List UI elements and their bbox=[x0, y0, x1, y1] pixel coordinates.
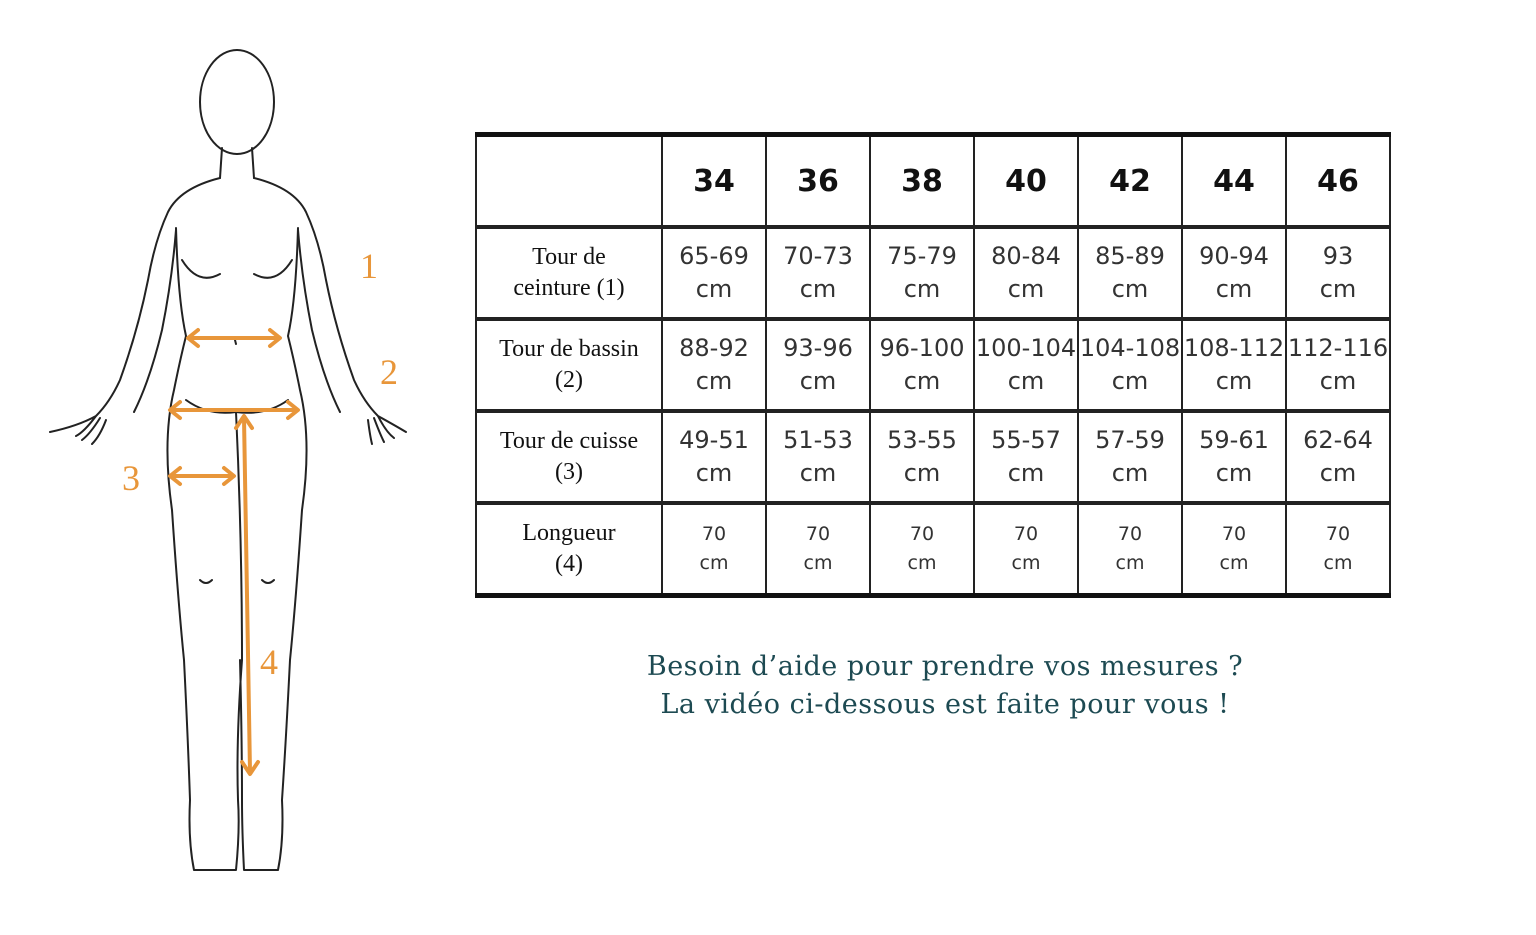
cell-unit: cm bbox=[1319, 367, 1357, 395]
cell-unit: cm bbox=[695, 275, 733, 303]
cell-value: 70 bbox=[805, 523, 831, 545]
cell-value: 70 bbox=[701, 523, 727, 545]
cell-unit: cm bbox=[1115, 552, 1145, 574]
cell-unit: cm bbox=[1007, 275, 1045, 303]
table-cell bbox=[1286, 411, 1390, 503]
cell-unit: cm bbox=[699, 552, 729, 574]
table-cell bbox=[1078, 319, 1182, 411]
table-cell bbox=[662, 411, 766, 503]
row-label-line: (2) bbox=[555, 367, 583, 393]
help-line-1: Besoin d’aide pour prendre vos mesures ? bbox=[646, 651, 1244, 682]
cell-unit: cm bbox=[1219, 552, 1249, 574]
cell-value: 70 bbox=[1325, 523, 1351, 545]
cell-unit: cm bbox=[1215, 459, 1253, 487]
measure-label-1: 1 bbox=[360, 246, 378, 286]
cell-value: 49-51 bbox=[679, 426, 749, 454]
cell-unit: cm bbox=[1215, 367, 1253, 395]
cell-unit: cm bbox=[903, 275, 941, 303]
row-label-line: Tour de bbox=[532, 244, 606, 270]
cell-unit: cm bbox=[695, 459, 733, 487]
table-cell bbox=[1286, 319, 1390, 411]
row-label-line: (3) bbox=[555, 459, 583, 485]
cell-unit: cm bbox=[907, 552, 937, 574]
cell-unit: cm bbox=[695, 367, 733, 395]
row-label-hip bbox=[476, 319, 662, 411]
table-cell bbox=[766, 319, 870, 411]
row-label-line: Longueur bbox=[522, 520, 616, 546]
cell-value: 70 bbox=[1013, 523, 1039, 545]
cell-unit: cm bbox=[799, 275, 837, 303]
table-cell bbox=[1286, 227, 1390, 319]
table-row bbox=[476, 503, 1390, 596]
cell-unit: cm bbox=[1111, 367, 1149, 395]
row-label-length bbox=[476, 503, 662, 596]
table-cell bbox=[1182, 411, 1286, 503]
row-label-line: Tour de cuisse bbox=[499, 428, 639, 454]
table-cell bbox=[870, 503, 974, 596]
row-label-line: ceinture (1) bbox=[513, 275, 625, 301]
size-chart-table bbox=[475, 132, 1391, 598]
head-outline bbox=[200, 50, 274, 154]
cell-unit: cm bbox=[1007, 367, 1045, 395]
table-cell bbox=[974, 227, 1078, 319]
size-header: 40 bbox=[974, 135, 1078, 228]
help-line-2: La vidéo ci-dessous est faite pour vous ! bbox=[660, 689, 1230, 720]
cell-value: 59-61 bbox=[1199, 426, 1269, 454]
table-cell bbox=[662, 503, 766, 596]
cell-value: 85-89 bbox=[1095, 242, 1165, 270]
body-figure-illustration bbox=[30, 40, 450, 890]
table-row bbox=[476, 319, 1390, 411]
cell-value: 93-96 bbox=[783, 334, 853, 362]
table-row bbox=[476, 411, 1390, 503]
cell-unit: cm bbox=[1011, 552, 1041, 574]
cell-unit: cm bbox=[903, 459, 941, 487]
cell-value: 108-112 bbox=[1183, 334, 1285, 362]
measure-label-4: 4 bbox=[260, 642, 278, 682]
cell-value: 55-57 bbox=[991, 426, 1061, 454]
table-header-row bbox=[476, 135, 1390, 228]
cell-value: 96-100 bbox=[879, 334, 965, 362]
row-label-waist bbox=[476, 227, 662, 319]
size-header: 44 bbox=[1182, 135, 1286, 228]
row-label-thigh bbox=[476, 411, 662, 503]
measure-label-2: 2 bbox=[380, 352, 398, 392]
cell-value: 104-108 bbox=[1079, 334, 1181, 362]
cell-unit: cm bbox=[1111, 275, 1149, 303]
cell-value: 75-79 bbox=[887, 242, 957, 270]
table-cell bbox=[870, 319, 974, 411]
cell-unit: cm bbox=[803, 552, 833, 574]
row-label-line: (4) bbox=[555, 551, 583, 577]
table-cell bbox=[766, 503, 870, 596]
cell-value: 51-53 bbox=[783, 426, 853, 454]
table-cell bbox=[1182, 503, 1286, 596]
table-cell bbox=[870, 411, 974, 503]
table-cell bbox=[1182, 319, 1286, 411]
thigh-arrow bbox=[170, 468, 234, 484]
table-cell bbox=[766, 411, 870, 503]
cell-value: 62-64 bbox=[1303, 426, 1373, 454]
cell-unit: cm bbox=[1215, 275, 1253, 303]
table-cell bbox=[662, 227, 766, 319]
cell-unit: cm bbox=[1323, 552, 1353, 574]
table-cell bbox=[870, 227, 974, 319]
table-cell bbox=[1182, 227, 1286, 319]
cell-unit: cm bbox=[799, 367, 837, 395]
size-header: 46 bbox=[1286, 135, 1390, 228]
size-header: 42 bbox=[1078, 135, 1182, 228]
cell-value: 65-69 bbox=[679, 242, 749, 270]
table-cell bbox=[1286, 503, 1390, 596]
cell-value: 93 bbox=[1322, 242, 1354, 270]
table-cell bbox=[1078, 227, 1182, 319]
cell-unit: cm bbox=[1319, 275, 1357, 303]
hip-arrow bbox=[170, 402, 298, 418]
size-header: 34 bbox=[662, 135, 766, 228]
table-corner-cell bbox=[476, 135, 662, 228]
cell-value: 90-94 bbox=[1199, 242, 1269, 270]
size-header: 38 bbox=[870, 135, 974, 228]
waist-arrow bbox=[188, 330, 280, 346]
cell-value: 100-104 bbox=[975, 334, 1077, 362]
cell-value: 53-55 bbox=[887, 426, 957, 454]
table-cell bbox=[662, 319, 766, 411]
cell-value: 80-84 bbox=[991, 242, 1061, 270]
table-cell bbox=[1078, 503, 1182, 596]
help-message bbox=[575, 648, 1315, 724]
cell-value: 70-73 bbox=[783, 242, 853, 270]
size-header: 36 bbox=[766, 135, 870, 228]
cell-value: 70 bbox=[1221, 523, 1247, 545]
cell-value: 70 bbox=[1117, 523, 1143, 545]
table-cell bbox=[766, 227, 870, 319]
table-cell bbox=[974, 411, 1078, 503]
measure-label-3: 3 bbox=[122, 458, 140, 498]
cell-unit: cm bbox=[1007, 459, 1045, 487]
cell-value: 112-116 bbox=[1287, 334, 1389, 362]
cell-value: 88-92 bbox=[679, 334, 749, 362]
cell-unit: cm bbox=[903, 367, 941, 395]
body-outline-drawing bbox=[30, 40, 450, 890]
table-cell bbox=[974, 503, 1078, 596]
table-cell bbox=[1078, 411, 1182, 503]
table-cell bbox=[974, 319, 1078, 411]
cell-value: 57-59 bbox=[1095, 426, 1165, 454]
cell-unit: cm bbox=[1319, 459, 1357, 487]
cell-value: 70 bbox=[909, 523, 935, 545]
row-label-line: Tour de bassin bbox=[499, 336, 639, 362]
cell-unit: cm bbox=[799, 459, 837, 487]
table-row bbox=[476, 227, 1390, 319]
cell-unit: cm bbox=[1111, 459, 1149, 487]
